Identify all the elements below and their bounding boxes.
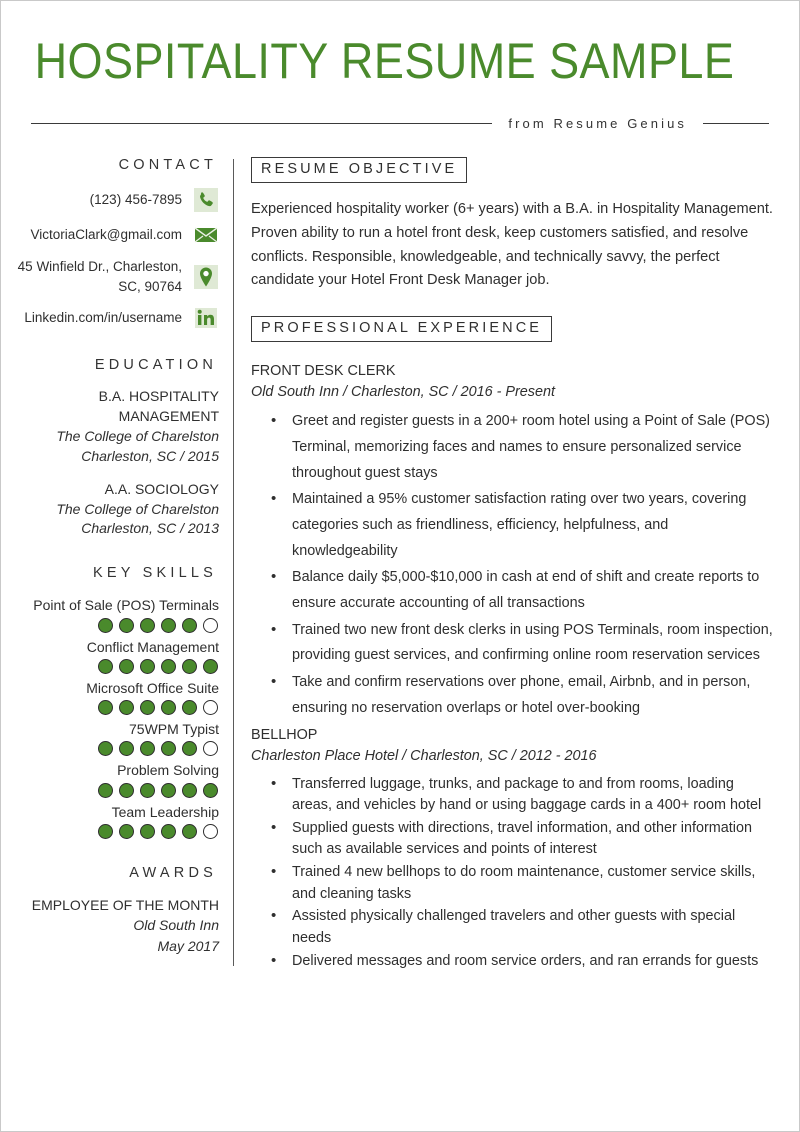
education-school: The College of Charelston (56, 500, 219, 517)
skill-item (1, 595, 219, 632)
rating-dot-filled (119, 824, 134, 839)
divider-right (703, 123, 769, 124)
location-pin-icon (193, 264, 219, 290)
award-date: May 2017 (157, 937, 219, 954)
contact-item-phone[interactable] (1, 187, 219, 213)
skill-label: Problem Solving (117, 762, 219, 779)
job-title: BELLHOP (251, 727, 318, 744)
education-degree: B.A. HOSPITALITY MANAGEMENT (98, 388, 219, 424)
subtitle-text: from Resume Genius (508, 116, 687, 131)
job-bullet: • Supplied guests with directions, travel information, and other information such as available services and points of interest (292, 818, 777, 861)
rating-dot-filled (140, 618, 155, 633)
rating-dot-filled (203, 783, 218, 798)
resume-body (1, 157, 799, 974)
award-title: EMPLOYEE OF THE MONTH (31, 897, 219, 914)
phone-icon (193, 187, 219, 213)
education-degree: A.A. SOCIOLOGY (104, 480, 219, 497)
job-bullet: • Assisted physically challenged travelers and other guests with special needs (292, 906, 777, 949)
professional-experience-heading: PROFESSIONAL EXPERIENCE (251, 316, 552, 342)
rating-dot-filled (140, 741, 155, 756)
contact-item-address[interactable] (1, 257, 219, 296)
rating-dot-filled (98, 783, 113, 798)
rating-dot-filled (182, 700, 197, 715)
job-bullet: • Maintained a 95% customer satisfaction rating over two years, covering categories such as friendliness, efficiency, helpfulness, and knowledgeability (292, 487, 777, 564)
rating-dot-filled (182, 741, 197, 756)
rating-dot-empty (203, 618, 218, 633)
rating-dot-filled (98, 659, 113, 674)
rating-dot-filled (161, 741, 176, 756)
award-item (1, 895, 219, 956)
skill-item (1, 719, 219, 756)
rating-dot-filled (161, 700, 176, 715)
skill-item (1, 760, 219, 797)
experience-item (251, 361, 777, 721)
skill-item (1, 678, 219, 715)
awards-list (1, 895, 219, 956)
skill-label: Microsoft Office Suite (86, 679, 219, 696)
rating-dot-filled (161, 659, 176, 674)
job-bullet: • Greet and register guests in a 200+ room hotel using a Point of Sale (POS) Terminal, memorizing faces and names to ensure personalized service throughout guest stays (292, 409, 777, 486)
rating-dot-filled (182, 618, 197, 633)
job-bullet: • Balance daily $5,000-$10,000 in cash at end of shift and create reports to ensure accurate accounting of all transactions (292, 565, 777, 616)
skill-rating (1, 741, 219, 756)
rating-dot-filled (98, 741, 113, 756)
education-location: Charleston, SC / 2013 (81, 520, 219, 537)
rating-dot-filled (140, 783, 155, 798)
contact-list (1, 187, 219, 331)
education-item (1, 387, 219, 467)
job-meta: Charleston Place Hotel / Charleston, SC / 2012 - 2016 (251, 748, 597, 765)
rating-dot-filled (98, 700, 113, 715)
job-title: FRONT DESK CLERK (251, 363, 396, 379)
linkedin-icon (193, 305, 219, 331)
rating-dot-empty (203, 824, 218, 839)
skill-label: Conflict Management (86, 638, 219, 655)
job-bullet: • Delivered messages and room service orders, and ran errands for guests (292, 951, 777, 973)
skill-rating (1, 783, 219, 798)
rating-dot-filled (98, 618, 113, 633)
skill-label: 75WPM Typist (129, 721, 219, 738)
resume-objective-heading: RESUME OBJECTIVE (251, 157, 467, 183)
subtitle-row (31, 116, 769, 131)
skill-rating (1, 618, 219, 633)
rating-dot-filled (161, 618, 176, 633)
rating-dot-filled (161, 824, 176, 839)
award-organization: Old South Inn (133, 917, 219, 934)
rating-dot-filled (182, 783, 197, 798)
education-school: The College of Charelston (56, 427, 219, 444)
education-item (1, 480, 219, 540)
job-bullets (251, 774, 777, 972)
skill-item (1, 637, 219, 674)
contact-heading: CONTACT (118, 157, 217, 173)
page-title: HOSPITALITY RESUME SAMPLE (34, 33, 735, 89)
contact-linkedin-text: Linkedin.com/in/username (24, 310, 182, 326)
skill-rating (1, 700, 219, 715)
rating-dot-filled (182, 659, 197, 674)
contact-item-email[interactable] (1, 222, 219, 248)
resume-header (1, 1, 799, 131)
envelope-icon (193, 222, 219, 248)
rating-dot-filled (161, 783, 176, 798)
rating-dot-filled (119, 783, 134, 798)
resume-objective-text: Experienced hospitality worker (6+ years) with a B.A. in Hospitality Management. Proven ability to run a hotel front desk, keep customers satisfied, and resolve conflicts. Responsible, knowledgeable, and technically savvy, the perfect candidate your Hotel Front Desk Manager job. (251, 201, 773, 289)
job-bullets (251, 409, 777, 721)
rating-dot-filled (140, 659, 155, 674)
education-location: Charleston, SC / 2015 (81, 447, 219, 464)
rating-dot-empty (203, 741, 218, 756)
education-list (1, 387, 219, 539)
rating-dot-filled (119, 659, 134, 674)
rating-dot-filled (119, 741, 134, 756)
divider-left (31, 123, 492, 124)
skill-label: Team Leadership (111, 803, 219, 820)
rating-dot-filled (203, 659, 218, 674)
rating-dot-filled (98, 824, 113, 839)
rating-dot-filled (140, 824, 155, 839)
job-bullet: • Transferred luggage, trunks, and package to and from rooms, loading areas, and vehicles by hand or using baggage cards in a 400+ room hotel (292, 774, 777, 817)
main-content (234, 157, 777, 974)
skill-label: Point of Sale (POS) Terminals (33, 597, 219, 614)
skill-rating (1, 824, 219, 839)
contact-email-text: VictoriaClark@gmail.com (30, 227, 182, 243)
contact-address-text: 45 Winfield Dr., Charleston, SC, 90764 (17, 259, 182, 294)
rating-dot-filled (140, 700, 155, 715)
contact-phone-text: (123) 456-7895 (89, 192, 182, 208)
education-heading: EDUCATION (94, 357, 217, 374)
skill-rating (1, 659, 219, 674)
job-bullet: • Take and confirm reservations over phone, email, Airbnb, and in person, ensuring no reservation overlaps or hotel over-booking (292, 670, 777, 721)
rating-dot-filled (182, 824, 197, 839)
rating-dot-filled (119, 700, 134, 715)
rating-dot-empty (203, 700, 218, 715)
contact-item-linkedin[interactable] (1, 305, 219, 331)
sidebar (1, 157, 233, 974)
experience-item (251, 725, 777, 972)
awards-heading: AWARDS (129, 865, 217, 882)
key-skills-list (1, 595, 219, 839)
rating-dot-filled (119, 618, 134, 633)
job-bullet: • Trained two new front desk clerks in using POS Terminals, room inspection, providing guest services, and confirming online room reservation services (292, 618, 777, 669)
job-meta: Old South Inn / Charleston, SC / 2016 - Present (251, 383, 555, 400)
key-skills-heading: KEY SKILLS (93, 565, 217, 582)
skill-item (1, 802, 219, 839)
job-bullet: • Trained 4 new bellhops to do room maintenance, customer service skills, and cleaning tasks (292, 862, 777, 905)
